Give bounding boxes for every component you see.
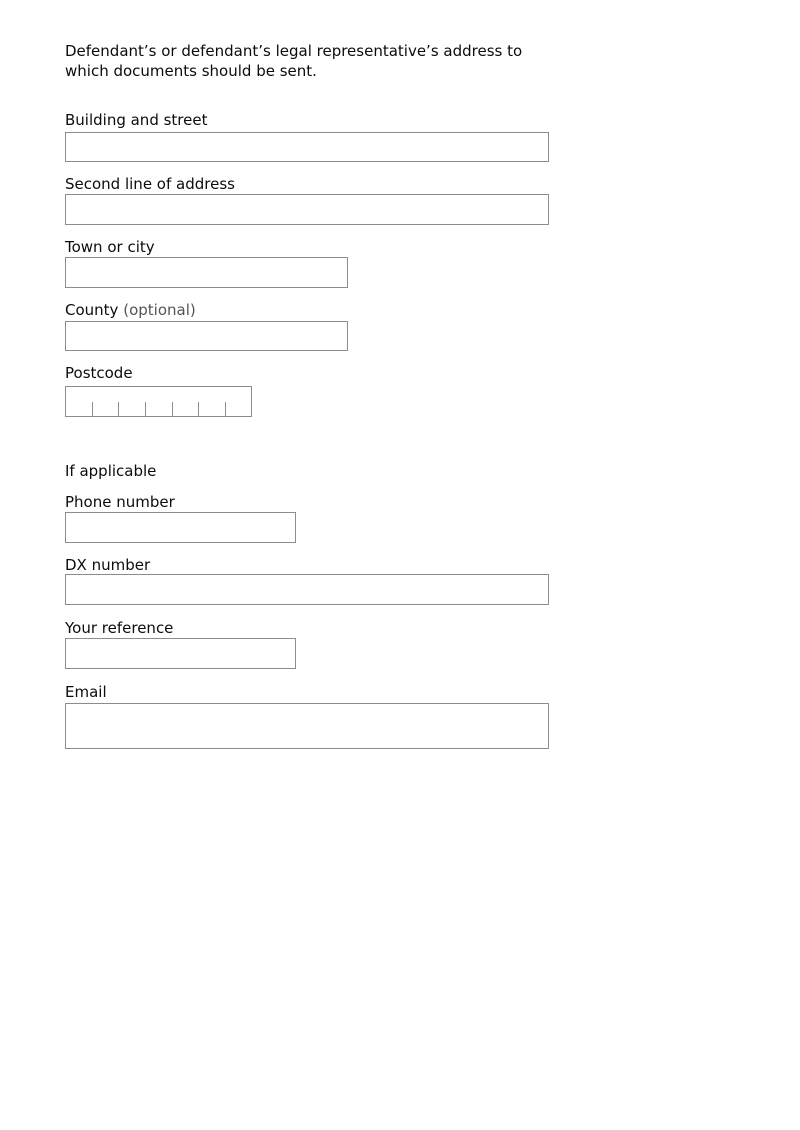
county-input[interactable] [65,321,348,351]
town-city-label: Town or city [65,238,155,256]
postcode-input[interactable] [65,386,252,417]
postcode-divider [225,402,226,416]
postcode-divider [145,402,146,416]
email-label: Email [65,683,107,701]
if-applicable-heading: If applicable [65,462,157,480]
optional-hint: (optional) [123,301,196,319]
building-street-input[interactable] [65,132,549,162]
dx-number-input[interactable] [65,574,549,605]
second-line-label: Second line of address [65,175,235,193]
dx-number-label: DX number [65,556,151,574]
email-input[interactable] [65,703,549,749]
postcode-divider [118,402,119,416]
postcode-divider [172,402,173,416]
phone-number-label: Phone number [65,493,175,511]
postcode-divider [92,402,93,416]
county-label-text: County [65,301,119,319]
address-intro: Defendant’s or defendant’s legal representative’s address to which documents should be sent. [65,42,523,80]
second-line-input[interactable] [65,194,549,225]
phone-number-input[interactable] [65,512,296,543]
postcode-divider [198,402,199,416]
your-reference-label: Your reference [65,619,174,637]
building-street-label: Building and street [65,111,208,129]
your-reference-input[interactable] [65,638,296,669]
town-city-input[interactable] [65,257,348,288]
county-label [65,300,196,320]
postcode-label: Postcode [65,364,133,382]
